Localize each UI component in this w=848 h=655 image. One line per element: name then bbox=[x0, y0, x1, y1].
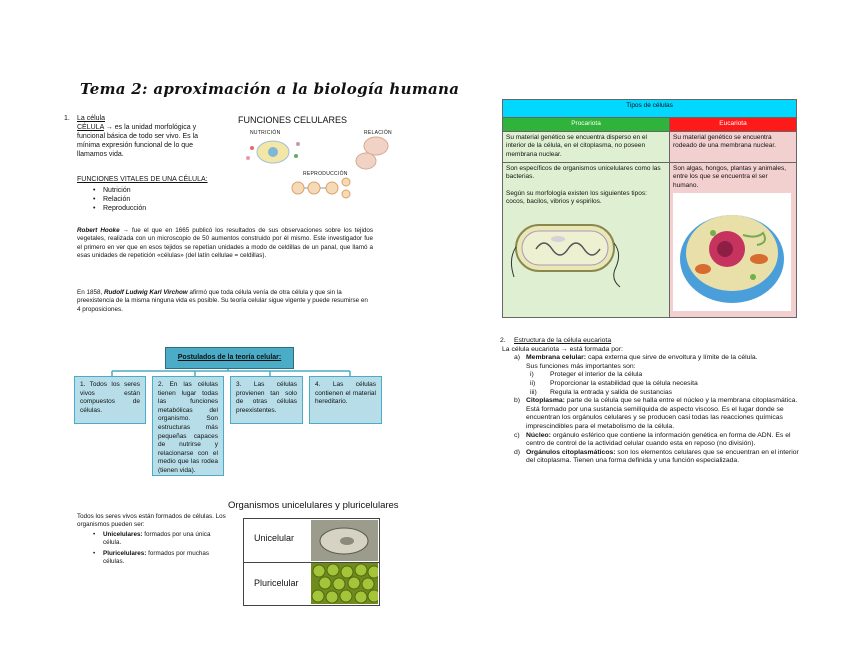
sub-item bbox=[530, 371, 800, 380]
virchow-paragraph bbox=[77, 289, 373, 314]
section1-block bbox=[77, 114, 222, 159]
organismo-name: Pluricelulares: bbox=[103, 549, 147, 557]
item-d bbox=[514, 449, 800, 466]
vital-item: • Relación bbox=[103, 195, 237, 204]
tipos-header: Tipos de células bbox=[503, 100, 797, 118]
eukaryotic-cell-image bbox=[673, 193, 791, 311]
funciones-illustration bbox=[240, 136, 400, 206]
item-letter: b) bbox=[514, 397, 521, 405]
funciones-title: FUNCIONES CELULARES bbox=[238, 115, 348, 125]
vitales-block bbox=[77, 175, 237, 213]
postulado-3: 3. Las células provienen tan solo de otras células preexistentes. bbox=[230, 376, 303, 424]
page-title: Tema 2: aproximación a la biología humana bbox=[80, 80, 460, 98]
item-a-name: Membrana celular: bbox=[526, 354, 587, 362]
celula-word: CÉLULA bbox=[77, 124, 104, 131]
celula-text: → es la unidad morfológica y funcional básica de todo ser vivo. Es la mínima expresión funcional de lo que llamamos vida. bbox=[77, 124, 199, 158]
eucariota-row1: Su material genético se encuentra rodeado de una membrana nuclear. bbox=[670, 131, 797, 162]
virchow-pre: En 1858, bbox=[77, 289, 103, 296]
reproduction-cell-icon bbox=[292, 178, 350, 198]
unicellular-image bbox=[311, 520, 378, 561]
organismos-title: Organismos unicelulares y pluricelulares bbox=[228, 500, 399, 511]
sub-item bbox=[530, 380, 800, 389]
postulados-title: Postulados de la teoría celular: bbox=[165, 347, 294, 369]
sub-item-text: Regula la entrada y salida de sustancias bbox=[550, 388, 673, 396]
multicellular-image bbox=[311, 563, 378, 604]
relation-cell-icon bbox=[356, 137, 388, 169]
section2-block bbox=[500, 337, 800, 466]
organismos-intro: Todos los seres vivos están formados de células. Los organismos pueden ser: bbox=[77, 513, 226, 529]
procariota-row2b: Según su morfología existen los siguientes tipos: cocos, bacilos, vibrios y espirilos. bbox=[506, 189, 647, 206]
sub-item-number: ii) bbox=[530, 379, 536, 387]
virchow-text: afirmó que toda célula venía de otra célula y que sin la preexistencia de la misma ninguna vida es posible. Su teoría celular sigue vigente y puede resumirse en 4 proposiciones. bbox=[77, 289, 368, 313]
item-letter: d) bbox=[514, 448, 521, 456]
item-a-text: capa externa que sirve de envoltura y límite de la célula. bbox=[587, 354, 758, 362]
item-c bbox=[514, 432, 800, 449]
item-a-sub: Sus funciones más importantes son: bbox=[526, 362, 636, 370]
organismo-item bbox=[103, 550, 227, 567]
virchow-name: Rudolf Ludwig Karl Virchow bbox=[103, 289, 188, 296]
item-b-name: Citoplasma: bbox=[526, 397, 565, 405]
organismo-text: formados por una única célula. bbox=[103, 530, 211, 547]
sub-item-text: Proporcionar la estabilidad que la célula necesita bbox=[550, 379, 698, 387]
eucariota-row2 bbox=[670, 162, 797, 317]
organismos-text bbox=[77, 513, 227, 566]
relacion-label: RELACIÓN bbox=[364, 130, 392, 136]
postulado-4: 4. Las células contienen el material hereditario. bbox=[309, 376, 382, 424]
item-d-name: Orgánulos citoplasmáticos: bbox=[526, 448, 616, 456]
item-b bbox=[514, 397, 800, 431]
postulado-1: 1. Todos los seres vivos están compuestos de células. bbox=[74, 376, 146, 424]
item-letter: a) bbox=[514, 354, 521, 362]
vitales-heading: FUNCIONES VITALES DE UNA CÉLULA: bbox=[77, 176, 208, 183]
celula-definition bbox=[77, 123, 222, 159]
nutricion-label: NUTRICIÓN bbox=[250, 130, 281, 136]
nutrition-cell-icon bbox=[246, 141, 300, 163]
hooke-name: Robert Hooke bbox=[77, 227, 120, 234]
eucariota-header: Eucariota bbox=[670, 118, 797, 132]
pluricelular-label: Pluricelular bbox=[254, 578, 299, 588]
sub-item-text: Proteger el interior de la célula bbox=[550, 371, 643, 379]
procariota-row1: Su material genético se encuentra disperso en el interior de la célula, en el citoplasma, no poseen membrana nuclear. bbox=[503, 131, 670, 162]
procariota-row2a: Son específicos de organismos unicelulares como las bacterias. bbox=[506, 164, 661, 181]
vital-item: • Reproducción bbox=[103, 204, 237, 213]
unicelular-label: Unicelular bbox=[254, 533, 295, 543]
sub-item bbox=[530, 389, 800, 398]
organismo-text: formados por muchas células. bbox=[103, 549, 210, 566]
organismos-figure bbox=[243, 518, 380, 606]
section2-number: 2. bbox=[500, 337, 506, 344]
vital-item: • Nutrición bbox=[103, 186, 237, 195]
sub-item-number: iii) bbox=[530, 388, 537, 396]
reproduccion-label: REPRODUCCIÓN bbox=[303, 171, 348, 177]
eucariota-row2-text: Son algas, hongos, plantas y animales, entre los que se encuentra el ser humano. bbox=[673, 164, 787, 189]
item-c-text: orgánulo esférico que contiene la información genética en forma de ADN. Es el centro de control de la actividad celular cuando esta en reposo (no división). bbox=[526, 431, 791, 448]
procariota-header: Procariota bbox=[503, 118, 670, 132]
item-letter: c) bbox=[514, 431, 520, 439]
sub-item-number: i) bbox=[530, 371, 534, 379]
section2-intro: La célula eucariota → está formada por: bbox=[502, 345, 623, 353]
bacteria-image bbox=[506, 213, 626, 293]
organismo-item bbox=[103, 531, 227, 548]
organismo-name: Unicelulares: bbox=[103, 530, 143, 538]
item-a bbox=[514, 354, 800, 397]
section1-heading: La célula bbox=[77, 115, 106, 122]
tipos-table bbox=[502, 99, 797, 318]
procariota-row2 bbox=[503, 162, 670, 317]
hooke-paragraph bbox=[77, 227, 373, 261]
postulado-2: 2. En las células tienen lugar todas las funciones metabólicas del organismo. Son estructuras más pequeñas capaces de nutrirse y relacionarse con el medio que las rodea (tienen vida). bbox=[152, 376, 224, 476]
section2-heading: Estructura de la célula eucariota bbox=[514, 337, 612, 344]
hooke-text: → fue el que en 1665 publicó los resultados de sus observaciones sobre los tejidos vegetales, realizada con un microscopio de 50 aumentos construido por él mismo. Este investigador fue el primero en ver que en esos tejidos se repetían unidades a modo de celdillas de un panal, que llamó a esas unidades de repetición «células» (del latín cellulae = celdillas). bbox=[77, 227, 374, 260]
item-b-text: parte de la célula que se halla entre el núcleo y la membrana citoplasmática. Está formado por una sustancia semilíquida de aspecto viscoso. Es el lugar donde se encuentran los orgánulos celulares y se producen casi todas las reacciones químicas imprescindibles para el metabolismo de la célula. bbox=[526, 397, 798, 430]
item-d-text: son los elementos celulares que se encuentran en el interior del citoplasma. Tienen una forma definida y una función especializada. bbox=[526, 448, 799, 465]
item-c-name: Núcleo: bbox=[526, 431, 551, 439]
section1-number: 1. bbox=[64, 115, 70, 122]
